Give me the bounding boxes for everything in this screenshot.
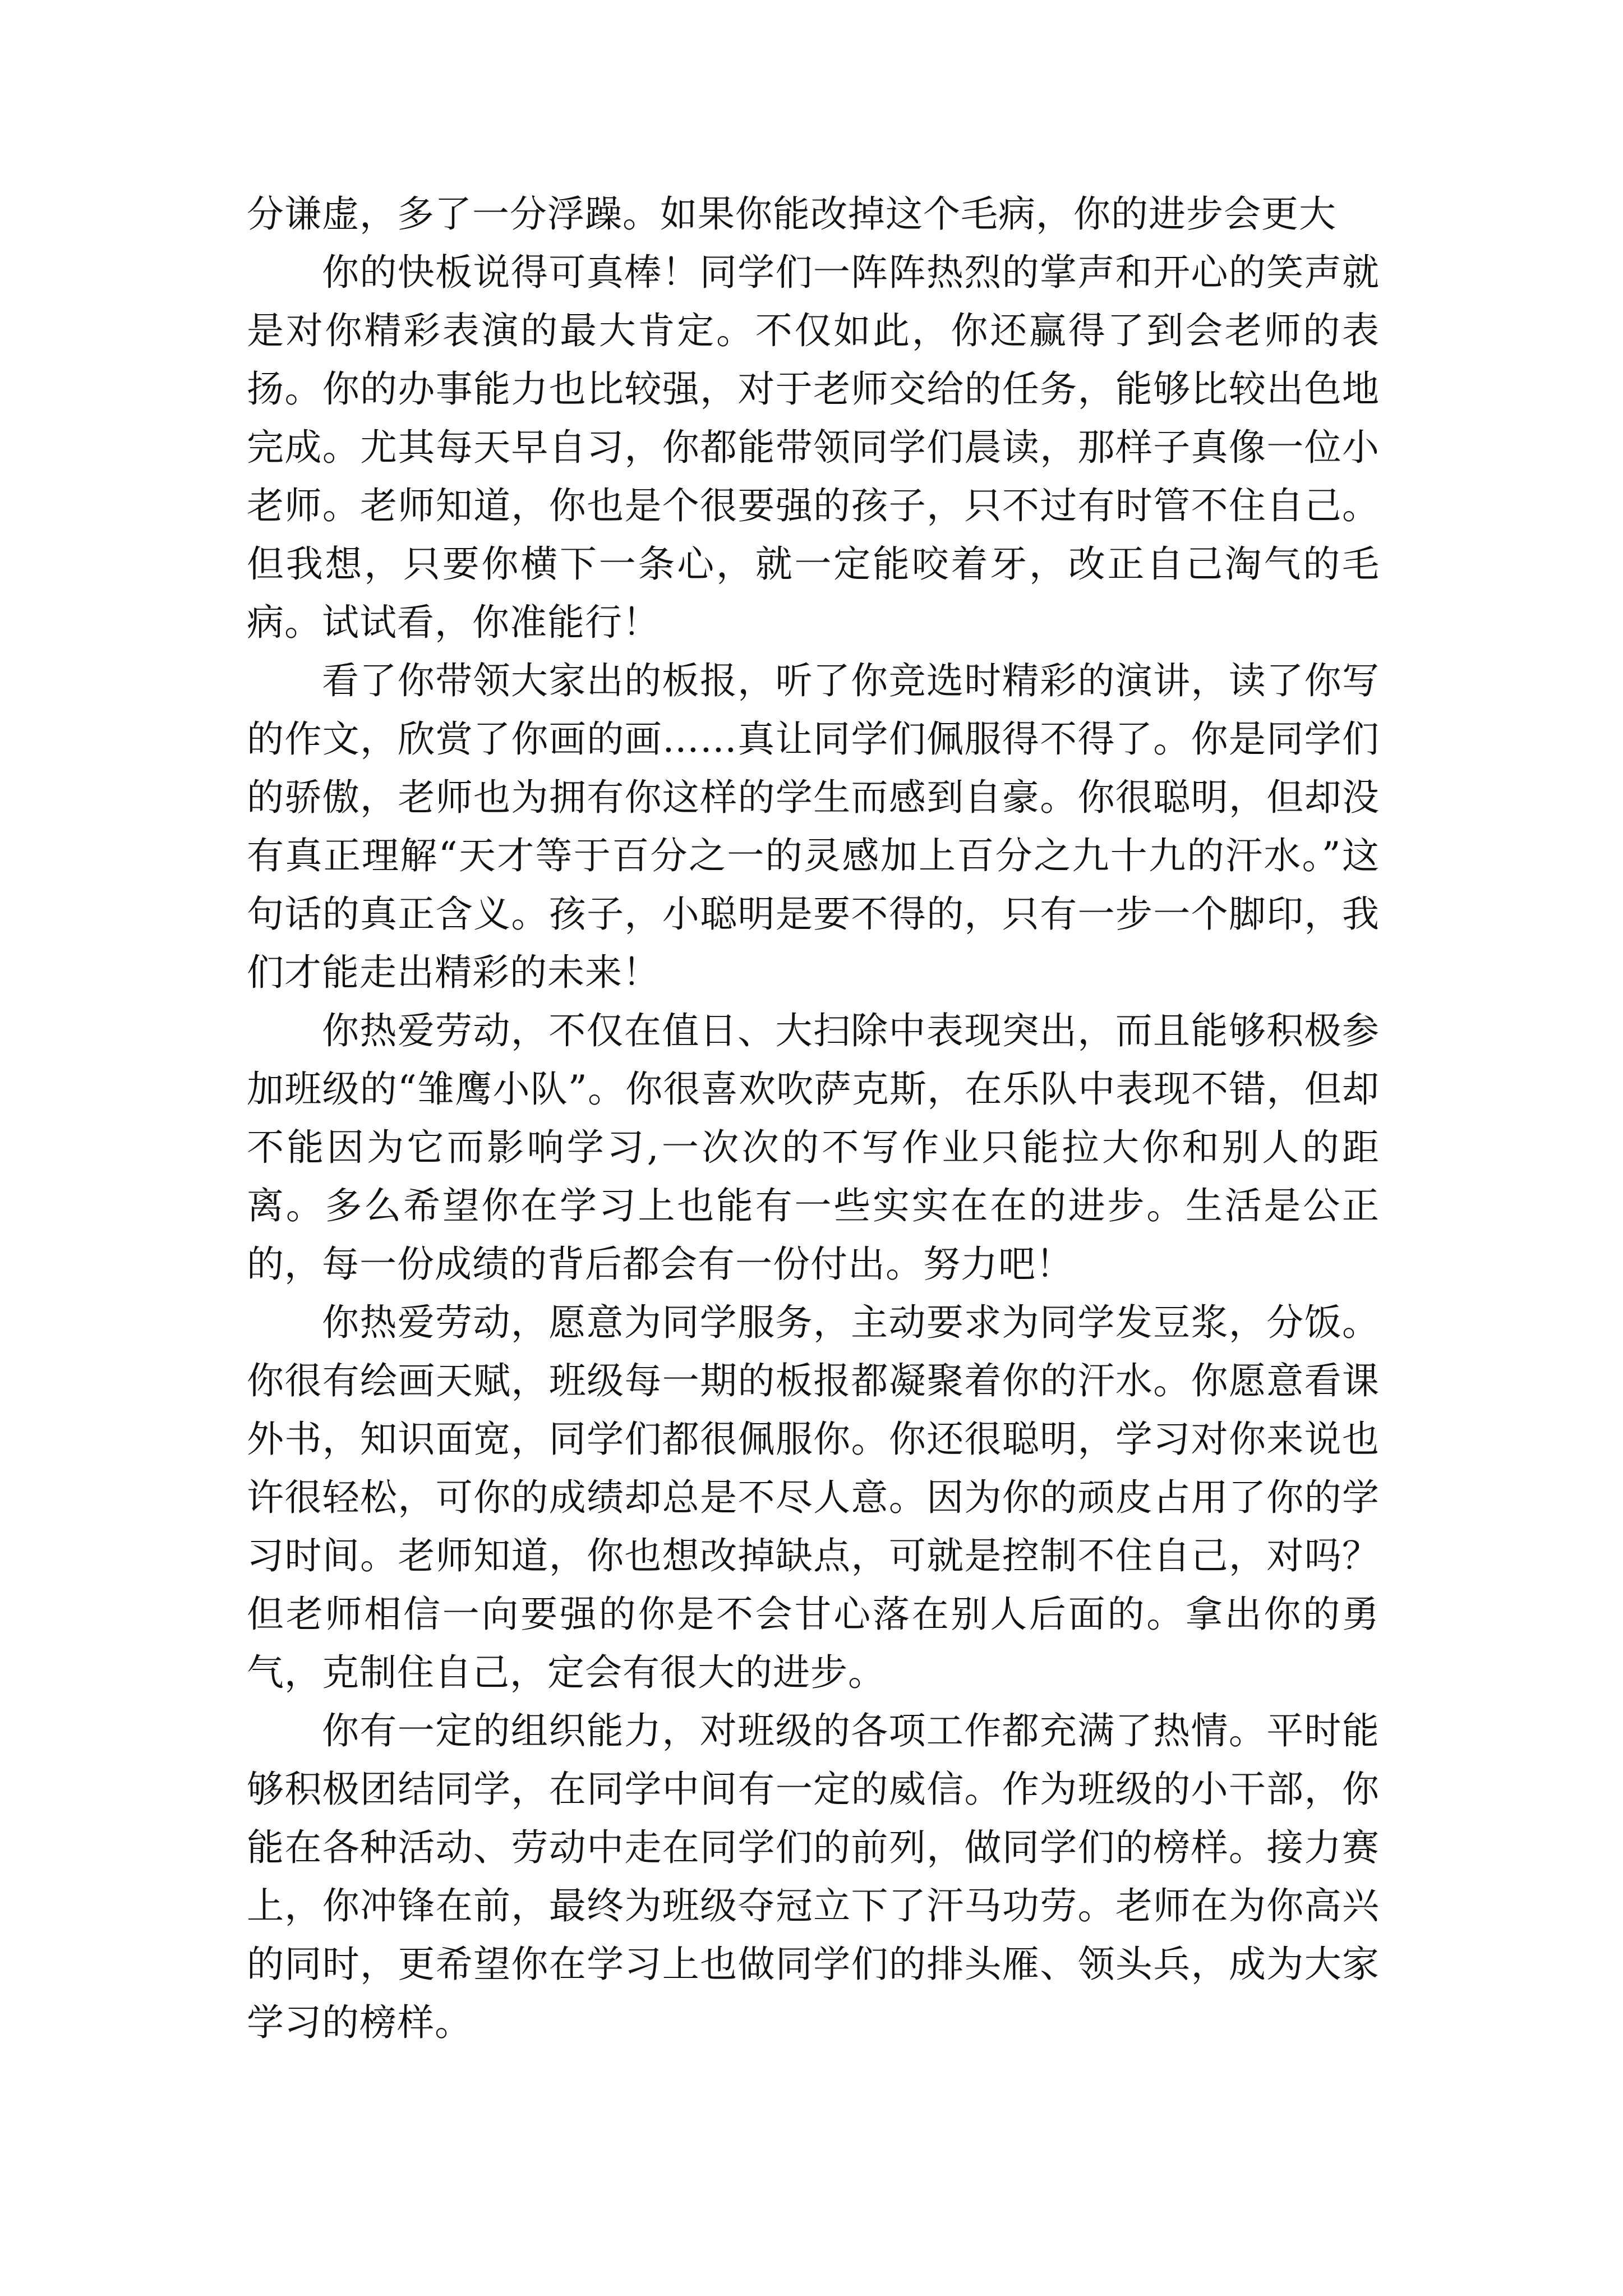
body-text (247, 185, 1380, 2052)
paragraph-1: 分谦虚，多了一分浮躁。如果你能改掉这个毛病，你的进步会更大 (247, 192, 1336, 236)
paragraph-2: 你的快板说得可真棒！同学们一阵阵热烈的掌声和开心的笑声就是对你精彩表演的最大肯定。不仅如此，你还赢得了到会老师的表扬。你的办事能力也比较强，对于老师交给的任务，能够比较出色地完成。尤其每天早自习，你都能带领同学们晨读，那样子真像一位小老师。老师知道，你也是个很要强的孩子，只不过有时管不住自己。但我想，只要你横下一条心，就一定能咬着牙，改正自己淘气的毛病。试试看，你准能行！ (247, 251, 1380, 644)
paragraph-6: 你有一定的组织能力，对班级的各项工作都充满了热情。平时能够积极团结同学，在同学中间有一定的威信。作为班级的小干部，你能在各种活动、劳动中走在同学们的前列，做同学们的榜样。接力赛上，你冲锋在前，最终为班级夺冠立下了汗马功劳。老师在为你高兴的同时，更希望你在学习上也做同学们的排头雁、领头兵，成为大家学习的榜样。 (247, 1709, 1380, 2044)
paragraph-5: 你热爱劳动，愿意为同学服务，主动要求为同学发豆浆，分饭。你很有绘画天赋，班级每一期的板报都凝聚着你的汗水。你愿意看课外书，知识面宽，同学们都很佩服你。你还很聪明，学习对你来说也许很轻松，可你的成绩却总是不尽人意。因为你的顽皮占用了你的学习时间。老师知道，你也想改掉缺点，可就是控制不住自己，对吗？但老师相信一向要强的你是不会甘心落在别人后面的。拿出你的勇气，克制住自己，定会有很大的进步。 (247, 1301, 1380, 1694)
paragraph-4: 你热爱劳动，不仅在值日、大扫除中表现突出，而且能够积极参加班级的“雏鹰小队”。你很喜欢吹萨克斯，在乐队中表现不错，但却不能因为它而影响学习,一次次的不写作业只能拉大你和别人的距离。多么希望你在学习上也能有一些实实在在的进步。生活是公正的，每一份成绩的背后都会有一份付出。努力吧！ (247, 1009, 1380, 1286)
paragraph-3: 看了你带领大家出的板报，听了你竞选时精彩的演讲，读了你写的作文，欣赏了你画的画……真让同学们佩服得不得了。你是同学们的骄傲，老师也为拥有你这样的学生而感到自豪。你很聪明，但却没有真正理解“天才等于百分之一的灵感加上百分之九十九的汗水。”这句话的真正含义。孩子，小聪明是要不得的，只有一步一个脚印，我们才能走出精彩的未来！ (247, 659, 1380, 994)
